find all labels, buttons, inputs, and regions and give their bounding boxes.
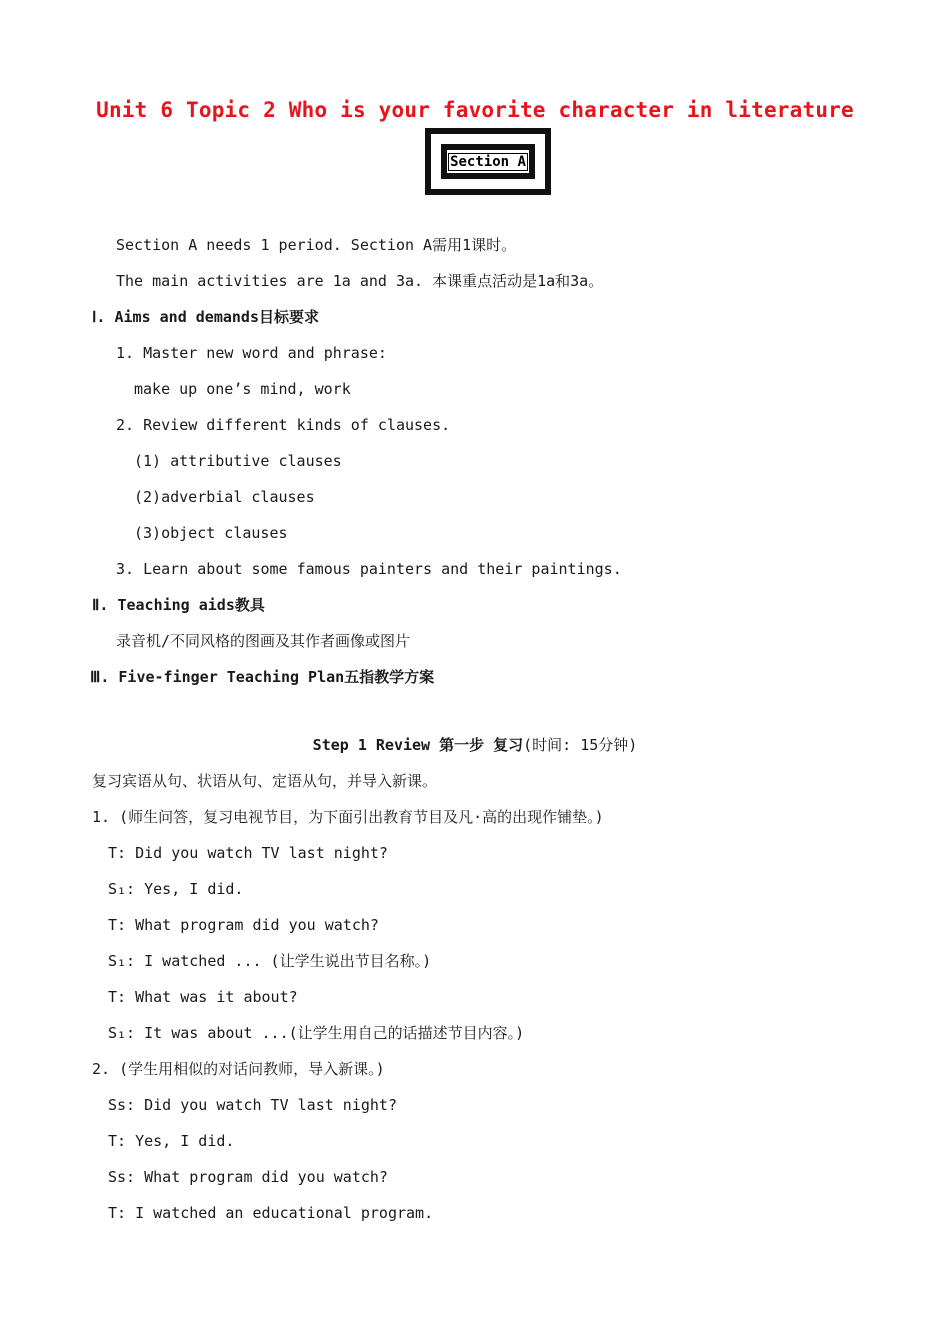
step1-heading-title: Step 1 Review 第一步 复习 [312, 736, 524, 754]
aims-item: (1) attributive clauses [134, 452, 342, 470]
document-title: Unit 6 Topic 2 Who is your favorite character in literature [96, 98, 854, 122]
aims-item: 2. Review different kinds of clauses. [116, 416, 451, 434]
step1-part2-note: 2. (学生用相似的对话问教师，导入新课。) [92, 1060, 385, 1078]
step1-heading-time: (时间: 15分钟) [523, 736, 638, 754]
aims-item: make up one’s mind, work [134, 380, 351, 398]
aims-item: 1. Master new word and phrase: [116, 344, 387, 362]
aims-item: (2)adverbial clauses [134, 488, 315, 506]
dialogue-line: S₁: I watched ... (让学生说出节目名称。) [108, 952, 432, 970]
dialogue-line: T: What was it about? [108, 988, 298, 1006]
dialogue-line: T: Yes, I did. [108, 1132, 235, 1150]
aims-item: (3)object clauses [134, 524, 288, 542]
aids-text: 录音机/不同风格的图画及其作者画像或图片 [116, 632, 411, 650]
dialogue-line: T: What program did you watch? [108, 916, 379, 934]
aims-item: 3. Learn about some famous painters and their paintings. [116, 560, 622, 578]
section-label-box [425, 128, 551, 195]
intro-line-1: Section A needs 1 period. Section A需用1课时。 [116, 236, 517, 254]
step1-intro: 复习宾语从句、状语从句、定语从句，并导入新课。 [92, 772, 438, 790]
dialogue-line: T: I watched an educational program. [108, 1204, 434, 1222]
dialogue-line: S₁: Yes, I did. [108, 880, 244, 898]
dialogue-line: T: Did you watch TV last night? [108, 844, 388, 862]
aims-heading: Ⅰ. Aims and demands目标要求 [92, 308, 319, 326]
plan-heading: Ⅲ. Five-finger Teaching Plan五指教学方案 [90, 668, 435, 686]
dialogue-line: Ss: Did you watch TV last night? [108, 1096, 397, 1114]
intro-line-2: The main activities are 1a and 3a. 本课重点活动是1a和3a。 [116, 272, 604, 290]
step1-part1-note: 1. (师生问答，复习电视节目，为下面引出教育节目及凡·高的出现作铺垫。) [92, 808, 604, 826]
aids-heading: Ⅱ. Teaching aids教具 [92, 596, 265, 614]
section-label-inner-frame [441, 144, 535, 179]
step1-heading [0, 735, 950, 755]
section-label: Section A [450, 153, 526, 170]
dialogue-line: Ss: What program did you watch? [108, 1168, 388, 1186]
dialogue-line: S₁: It was about ...(让学生用自己的话描述节目内容。) [108, 1024, 525, 1042]
